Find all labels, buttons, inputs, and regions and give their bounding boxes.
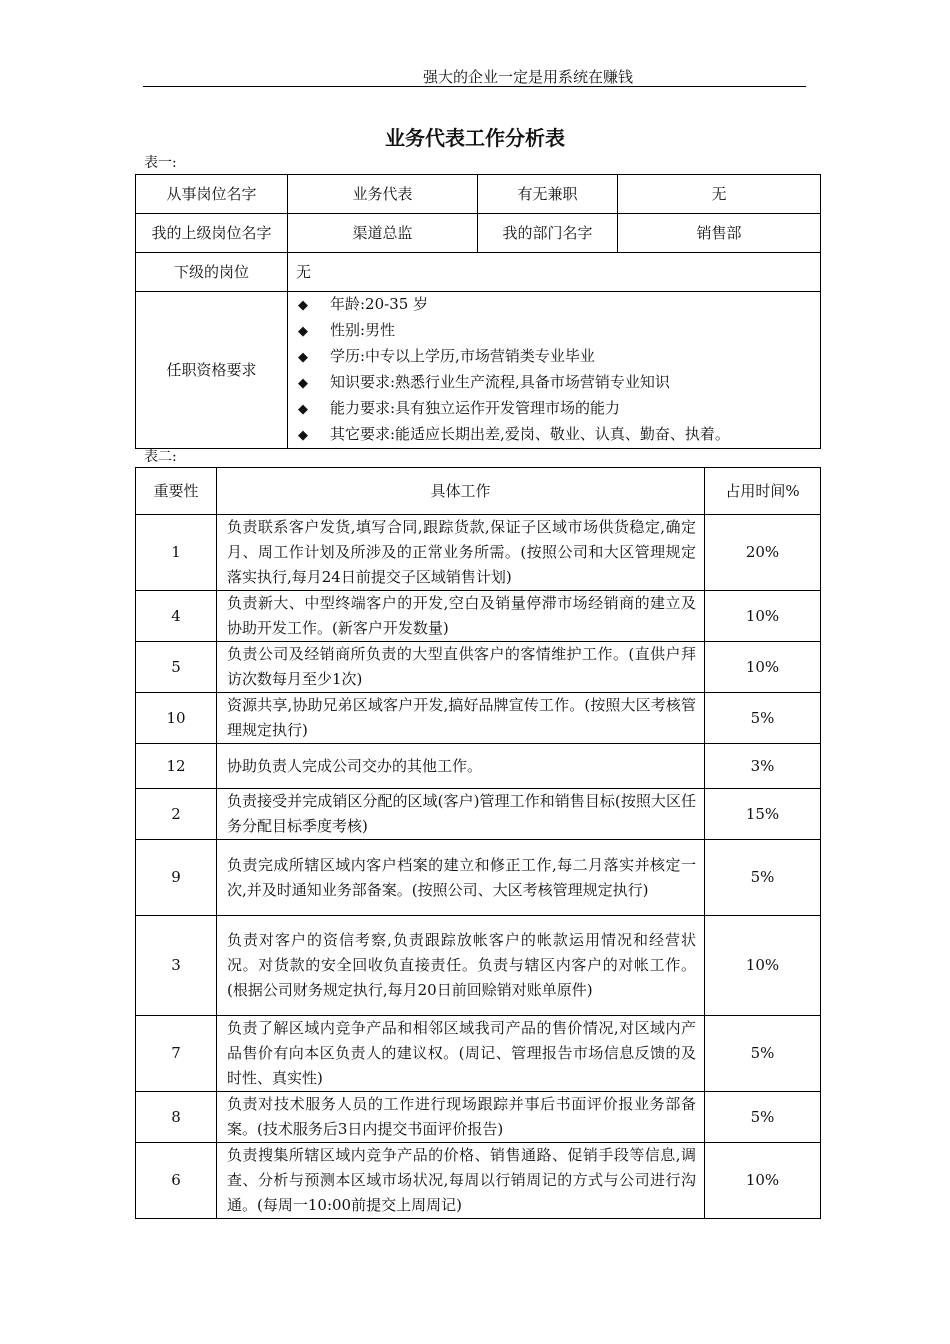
dept-label: 我的部门名字 — [478, 214, 618, 253]
time-cell: 15% — [705, 789, 821, 840]
work-cell: 负责新大、中型终端客户的开发,空白及销量停滞市场经销商的建立及协助开发工作。(新客户开发数量) — [217, 591, 705, 642]
work-cell: 协助负责人完成公司交办的其他工作。 — [217, 744, 705, 789]
importance-cell: 4 — [136, 591, 217, 642]
header-slogan: 强大的企业一定是用系统在赚钱 — [423, 68, 634, 86]
job-info-table — [135, 174, 821, 449]
time-cell: 10% — [705, 1143, 821, 1219]
table-row — [136, 292, 821, 449]
time-cell: 5% — [705, 840, 821, 916]
requirements-cell — [288, 292, 821, 449]
table-row — [136, 642, 821, 693]
table-row — [136, 1092, 821, 1143]
list-item: ◆ 其它要求:能适应长期出差,爱岗、敬业、认真、勤奋、执着。 — [298, 422, 820, 448]
diamond-bullet-icon: ◆ — [298, 428, 308, 443]
col-header-work: 具体工作 — [217, 468, 705, 515]
col-header-importance: 重要性 — [136, 468, 217, 515]
work-cell: 负责对客户的资信考察,负责跟踪放帐客户的帐款运用情况和经营状况。对货款的安全回收负直接责任。负责与辖区内客户的对帐工作。(根据公司财务规定执行,每月20日前回赊销对账单原件) — [217, 916, 705, 1016]
requirements-list — [288, 292, 820, 448]
time-cell: 10% — [705, 916, 821, 1016]
col-header-time: 占用时间% — [705, 468, 821, 515]
table-row — [136, 744, 821, 789]
table1-label: 表一: — [144, 155, 177, 171]
time-cell: 5% — [705, 693, 821, 744]
table-row — [136, 840, 821, 916]
importance-cell: 5 — [136, 642, 217, 693]
time-cell: 5% — [705, 1016, 821, 1092]
table-row — [136, 175, 821, 214]
time-cell: 10% — [705, 642, 821, 693]
table2-label: 表二: — [144, 449, 177, 465]
time-cell: 20% — [705, 515, 821, 591]
work-cell: 负责了解区域内竞争产品和相邻区域我司产品的售价情况,对区域内产品售价有向本区负责人的建议权。(周记、管理报告市场信息反馈的及时性、真实性) — [217, 1016, 705, 1092]
concurrent-value: 无 — [618, 175, 821, 214]
table-row — [136, 591, 821, 642]
table-row — [136, 789, 821, 840]
dept-value: 销售部 — [618, 214, 821, 253]
page-title: 业务代表工作分析表 — [385, 126, 565, 150]
importance-cell: 6 — [136, 1143, 217, 1219]
list-item: ◆ 学历:中专以上学历,市场营销类专业毕业 — [298, 344, 820, 370]
subordinate-label: 下级的岗位 — [136, 253, 288, 292]
importance-cell: 10 — [136, 693, 217, 744]
subordinate-value: 无 — [288, 253, 821, 292]
work-cell: 负责公司及经销商所负责的大型直供客户的客情维护工作。(直供户拜访次数每月至少1次) — [217, 642, 705, 693]
importance-cell: 3 — [136, 916, 217, 1016]
table-row — [136, 1016, 821, 1092]
importance-cell: 2 — [136, 789, 217, 840]
work-analysis-table — [135, 467, 821, 1219]
importance-cell: 7 — [136, 1016, 217, 1092]
diamond-bullet-icon: ◆ — [298, 350, 308, 365]
work-cell: 负责联系客户发货,填写合同,跟踪货款,保证子区域市场供货稳定,确定月、周工作计划及所涉及的正常业务所需。(按照公司和大区管理规定落实执行,每月24日前提交子区域销售计划) — [217, 515, 705, 591]
table-row — [136, 515, 821, 591]
importance-cell: 8 — [136, 1092, 217, 1143]
table-header-row — [136, 468, 821, 515]
table-row — [136, 1143, 821, 1219]
list-item: ◆ 年龄:20-35 岁 — [298, 292, 820, 318]
superior-value: 渠道总监 — [288, 214, 478, 253]
time-cell: 3% — [705, 744, 821, 789]
importance-cell: 12 — [136, 744, 217, 789]
diamond-bullet-icon: ◆ — [298, 376, 308, 391]
table-row — [136, 214, 821, 253]
diamond-bullet-icon: ◆ — [298, 402, 308, 417]
list-item: ◆ 能力要求:具有独立运作开发管理市场的能力 — [298, 396, 820, 422]
importance-cell: 1 — [136, 515, 217, 591]
position-label: 从事岗位名字 — [136, 175, 288, 214]
page-header — [143, 66, 806, 87]
list-item: ◆ 知识要求:熟悉行业生产流程,具备市场营销专业知识 — [298, 370, 820, 396]
superior-label: 我的上级岗位名字 — [136, 214, 288, 253]
diamond-bullet-icon: ◆ — [298, 324, 308, 339]
time-cell: 5% — [705, 1092, 821, 1143]
position-value: 业务代表 — [288, 175, 478, 214]
work-cell: 负责接受并完成销区分配的区域(客户)管理工作和销售目标(按照大区任务分配目标季度考核) — [217, 789, 705, 840]
table-row — [136, 693, 821, 744]
concurrent-label: 有无兼职 — [478, 175, 618, 214]
list-item: ◆ 性别:男性 — [298, 318, 820, 344]
table-row — [136, 916, 821, 1016]
work-cell: 负责完成所辖区域内客户档案的建立和修正工作,每二月落实并核定一次,并及时通知业务部备案。(按照公司、大区考核管理规定执行) — [217, 840, 705, 916]
work-cell: 资源共享,协助兄弟区域客户开发,搞好品牌宣传工作。(按照大区考核管理规定执行) — [217, 693, 705, 744]
requirements-label: 任职资格要求 — [136, 292, 288, 449]
time-cell: 10% — [705, 591, 821, 642]
work-cell: 负责搜集所辖区域内竞争产品的价格、销售通路、促销手段等信息,调查、分析与预测本区域市场状况,每周以行销周记的方式与公司进行沟通。(每周一10:00前提交上周周记) — [217, 1143, 705, 1219]
importance-cell: 9 — [136, 840, 217, 916]
table-row — [136, 253, 821, 292]
work-cell: 负责对技术服务人员的工作进行现场跟踪并事后书面评价报业务部备案。(技术服务后3日内提交书面评价报告) — [217, 1092, 705, 1143]
diamond-bullet-icon: ◆ — [298, 298, 308, 313]
